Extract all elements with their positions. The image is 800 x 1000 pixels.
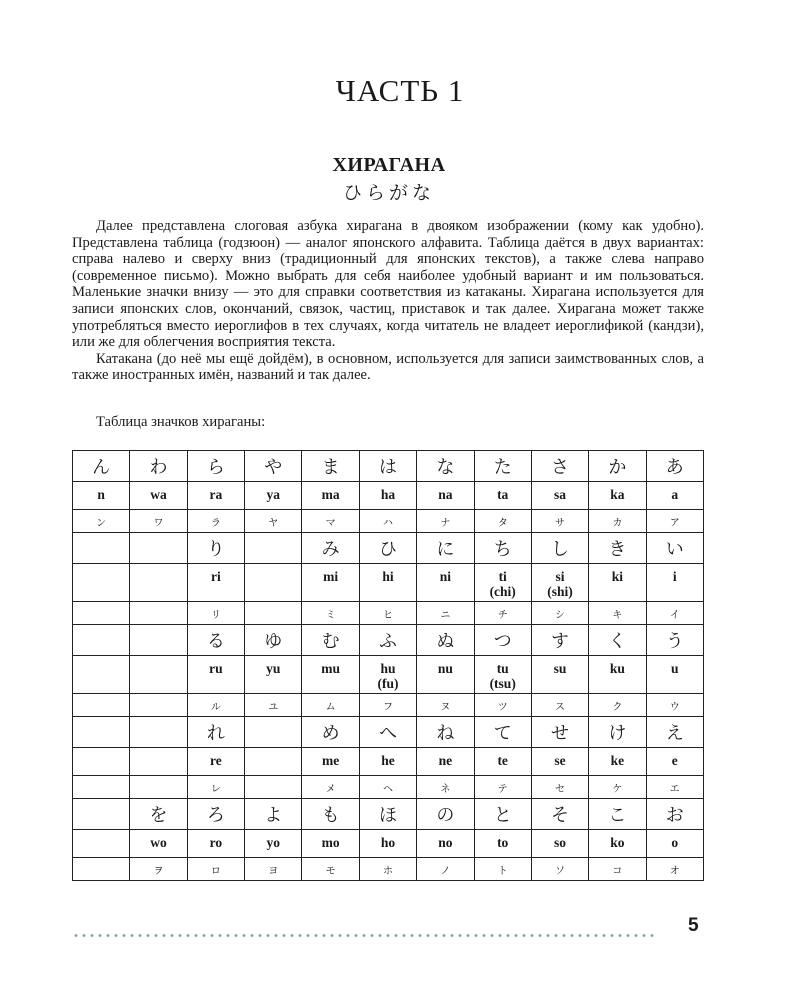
hiragana-cell: お (646, 799, 703, 830)
hiragana-cell: わ (130, 451, 187, 482)
katakana-cell: テ (474, 776, 531, 799)
hiragana-cell: の (417, 799, 474, 830)
hiragana-cell: し (531, 533, 588, 564)
romaji-cell: he (359, 748, 416, 776)
romaji-cell: re (187, 748, 244, 776)
romaji-cell: ri (187, 564, 244, 602)
katakana-cell (245, 776, 302, 799)
hiragana-cell: む (302, 625, 359, 656)
hiragana-table (72, 450, 704, 881)
hiragana-cell: よ (245, 799, 302, 830)
katakana-cell: ラ (187, 510, 244, 533)
hiragana-cell: ち (474, 533, 531, 564)
katakana-cell: エ (646, 776, 703, 799)
romaji-cell: si (shi) (531, 564, 588, 602)
hiragana-cell (245, 717, 302, 748)
paragraph-1: Далее представлена слоговая азбука хирагана в двояком изображении (кому как удобно). Представлена таблица (годзюон) — аналог японского алфавита. Таблица даётся в двух вариантах: справа налево и сверху вниз (традиционный для японских текстов), а также слева направо (современное письмо). Можно выбрать для себя наиболее удобный вариант и им пользоваться. Маленькие значки внизу — это для справки соответствия из катаканы. Хирагана используется для записи японских слов, окончаний, связок, частиц, приставок и так далее. Хирагана может также употребляться вместо иероглифов в тех случаях, когда читатель не владеет иероглификой (кандзи), или же для облегчения восприятия текста. (72, 218, 704, 351)
katakana-cell: フ (359, 694, 416, 717)
katakana-cell: ヤ (245, 510, 302, 533)
hiragana-cell: れ (187, 717, 244, 748)
hiragana-cell: あ (646, 451, 703, 482)
hiragana-cell: ひ (359, 533, 416, 564)
romaji-cell: su (531, 656, 588, 694)
romaji-cell: se (531, 748, 588, 776)
section-kana: ひらがな (342, 182, 435, 204)
romaji-cell: sa (531, 482, 588, 510)
katakana-cell (245, 602, 302, 625)
hiragana-cell: う (646, 625, 703, 656)
hiragana-cell: す (531, 625, 588, 656)
hiragana-cell: へ (359, 717, 416, 748)
katakana-cell: コ (589, 858, 646, 881)
katakana-cell (130, 694, 187, 717)
table-row-katakana (73, 776, 704, 799)
hiragana-cell: ね (417, 717, 474, 748)
hiragana-cell: せ (531, 717, 588, 748)
hiragana-cell: め (302, 717, 359, 748)
hiragana-cell: る (187, 625, 244, 656)
katakana-cell: ト (474, 858, 531, 881)
hiragana-cell: ろ (187, 799, 244, 830)
romaji-cell: wo (130, 830, 187, 858)
part-title: ЧАСТЬ 1 (335, 73, 465, 108)
katakana-cell (130, 602, 187, 625)
romaji-cell: mo (302, 830, 359, 858)
hiragana-cell: は (359, 451, 416, 482)
katakana-cell: ヒ (359, 602, 416, 625)
katakana-cell: ナ (417, 510, 474, 533)
hiragana-cell (245, 533, 302, 564)
hiragana-cell (130, 717, 187, 748)
romaji-cell: wa (130, 482, 187, 510)
katakana-cell: ル (187, 694, 244, 717)
romaji-cell: a (646, 482, 703, 510)
hiragana-cell: え (646, 717, 703, 748)
katakana-cell: ケ (589, 776, 646, 799)
katakana-cell: サ (531, 510, 588, 533)
katakana-cell: ミ (302, 602, 359, 625)
katakana-cell: ホ (359, 858, 416, 881)
romaji-cell: o (646, 830, 703, 858)
romaji-cell: hi (359, 564, 416, 602)
katakana-cell: ウ (646, 694, 703, 717)
romaji-cell: ra (187, 482, 244, 510)
katakana-cell: ス (531, 694, 588, 717)
katakana-cell: ツ (474, 694, 531, 717)
hiragana-cell (73, 717, 130, 748)
romaji-cell (73, 656, 130, 694)
hiragana-cell (130, 533, 187, 564)
hiragana-cell: を (130, 799, 187, 830)
romaji-cell: ha (359, 482, 416, 510)
katakana-cell: タ (474, 510, 531, 533)
hiragana-cell: ら (187, 451, 244, 482)
hiragana-cell: ま (302, 451, 359, 482)
hiragana-cell: も (302, 799, 359, 830)
katakana-cell: ヲ (130, 858, 187, 881)
romaji-cell: no (417, 830, 474, 858)
hiragana-cell: た (474, 451, 531, 482)
katakana-cell: ソ (531, 858, 588, 881)
table-row-hiragana (73, 717, 704, 748)
hiragana-cell: に (417, 533, 474, 564)
hiragana-cell: と (474, 799, 531, 830)
hiragana-cell: ぬ (417, 625, 474, 656)
katakana-cell: メ (302, 776, 359, 799)
hiragana-cell: そ (531, 799, 588, 830)
hiragana-cell: こ (589, 799, 646, 830)
hiragana-cell (130, 625, 187, 656)
romaji-cell: mi (302, 564, 359, 602)
katakana-cell (73, 776, 130, 799)
katakana-cell: ハ (359, 510, 416, 533)
romaji-cell: ka (589, 482, 646, 510)
katakana-cell (73, 858, 130, 881)
hiragana-cell (73, 799, 130, 830)
romaji-cell: e (646, 748, 703, 776)
hiragana-cell: み (302, 533, 359, 564)
romaji-cell (73, 748, 130, 776)
table-row-katakana (73, 602, 704, 625)
table-row-romaji (73, 830, 704, 858)
table-row-hiragana (73, 625, 704, 656)
romaji-cell: ru (187, 656, 244, 694)
hiragana-cell: て (474, 717, 531, 748)
romaji-cell: ki (589, 564, 646, 602)
romaji-cell: u (646, 656, 703, 694)
section-title: ХИРАГАНА (332, 154, 446, 176)
romaji-cell: mu (302, 656, 359, 694)
katakana-cell: ネ (417, 776, 474, 799)
katakana-cell (130, 776, 187, 799)
katakana-cell: レ (187, 776, 244, 799)
romaji-cell (245, 564, 302, 602)
hiragana-cell: け (589, 717, 646, 748)
romaji-cell: ya (245, 482, 302, 510)
romaji-cell: ne (417, 748, 474, 776)
katakana-cell: ワ (130, 510, 187, 533)
romaji-cell (245, 748, 302, 776)
romaji-cell: ke (589, 748, 646, 776)
table-row-katakana (73, 858, 704, 881)
romaji-cell: ta (474, 482, 531, 510)
romaji-cell: yo (245, 830, 302, 858)
romaji-cell: ho (359, 830, 416, 858)
hiragana-cell: り (187, 533, 244, 564)
romaji-cell: ma (302, 482, 359, 510)
katakana-cell: ヘ (359, 776, 416, 799)
katakana-cell: ア (646, 510, 703, 533)
katakana-cell: イ (646, 602, 703, 625)
hiragana-cell: ほ (359, 799, 416, 830)
romaji-cell: me (302, 748, 359, 776)
hiragana-cell: か (589, 451, 646, 482)
table-row-romaji (73, 656, 704, 694)
hiragana-cell: つ (474, 625, 531, 656)
table-row-hiragana (73, 533, 704, 564)
hiragana-cell: き (589, 533, 646, 564)
romaji-cell: ku (589, 656, 646, 694)
hiragana-cell: い (646, 533, 703, 564)
footer-dotted-rule (72, 934, 658, 937)
romaji-cell: nu (417, 656, 474, 694)
katakana-cell: モ (302, 858, 359, 881)
hiragana-cell: や (245, 451, 302, 482)
romaji-cell: hu (fu) (359, 656, 416, 694)
katakana-cell: ニ (417, 602, 474, 625)
katakana-cell (73, 694, 130, 717)
table-caption: Таблица значков хираганы: (96, 414, 266, 430)
hiragana-cell: さ (531, 451, 588, 482)
romaji-cell: yu (245, 656, 302, 694)
romaji-cell: na (417, 482, 474, 510)
romaji-cell (130, 656, 187, 694)
katakana-cell: シ (531, 602, 588, 625)
romaji-cell (73, 564, 130, 602)
hiragana-cell (73, 625, 130, 656)
romaji-cell (130, 564, 187, 602)
hiragana-cell: ん (73, 451, 130, 482)
romaji-cell: i (646, 564, 703, 602)
romaji-cell: ti (chi) (474, 564, 531, 602)
katakana-cell: チ (474, 602, 531, 625)
romaji-cell: ko (589, 830, 646, 858)
katakana-cell: マ (302, 510, 359, 533)
romaji-cell: to (474, 830, 531, 858)
katakana-cell: ヨ (245, 858, 302, 881)
katakana-cell: ロ (187, 858, 244, 881)
romaji-cell: n (73, 482, 130, 510)
romaji-cell: so (531, 830, 588, 858)
romaji-cell (130, 748, 187, 776)
katakana-cell: カ (589, 510, 646, 533)
hiragana-cell (73, 533, 130, 564)
body-text (72, 218, 704, 384)
table-row-katakana (73, 694, 704, 717)
katakana-cell: ク (589, 694, 646, 717)
table-row-hiragana (73, 451, 704, 482)
page-number: 5 (688, 915, 699, 936)
katakana-cell: ユ (245, 694, 302, 717)
table-row-romaji (73, 564, 704, 602)
katakana-cell: セ (531, 776, 588, 799)
katakana-cell: ノ (417, 858, 474, 881)
romaji-cell: te (474, 748, 531, 776)
romaji-cell: ro (187, 830, 244, 858)
table-row-romaji (73, 482, 704, 510)
katakana-cell: ヌ (417, 694, 474, 717)
table-row-hiragana (73, 799, 704, 830)
hiragana-cell: く (589, 625, 646, 656)
romaji-cell: tu (tsu) (474, 656, 531, 694)
katakana-cell: ン (73, 510, 130, 533)
romaji-cell: ni (417, 564, 474, 602)
katakana-cell: リ (187, 602, 244, 625)
hiragana-cell: ふ (359, 625, 416, 656)
katakana-cell: キ (589, 602, 646, 625)
paragraph-2: Катакана (до неё мы ещё дойдём), в основном, используется для записи заимствованных слов, а также иностранных имён, названий и так далее. (72, 350, 704, 384)
table-row-romaji (73, 748, 704, 776)
katakana-cell: オ (646, 858, 703, 881)
katakana-cell (73, 602, 130, 625)
katakana-cell: ム (302, 694, 359, 717)
hiragana-cell: な (417, 451, 474, 482)
hiragana-cell: ゆ (245, 625, 302, 656)
table-row-katakana (73, 510, 704, 533)
romaji-cell (73, 830, 130, 858)
